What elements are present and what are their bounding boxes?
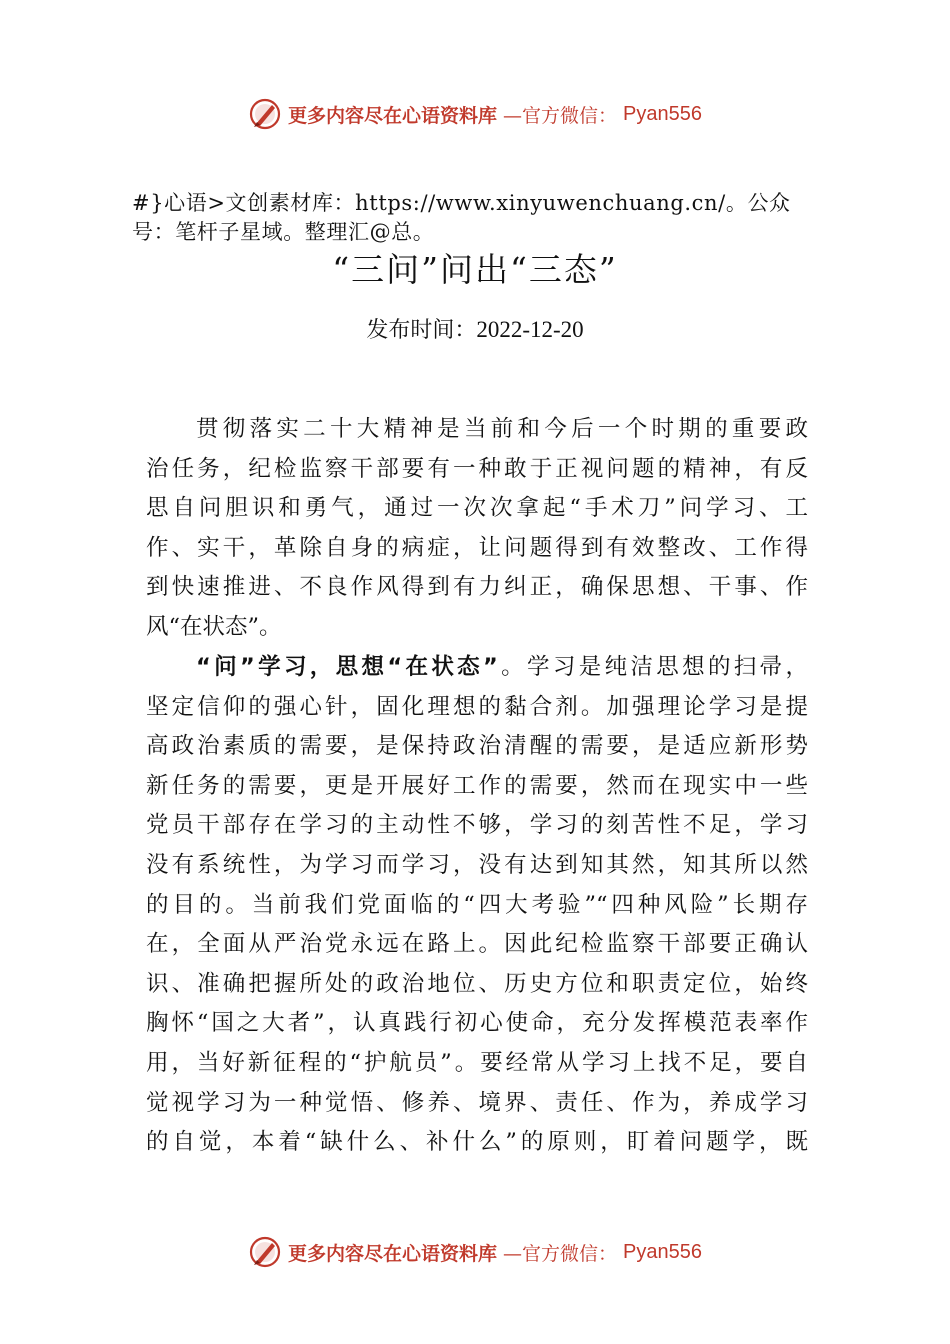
banner-wechat-id: Pyan556 [623,102,702,125]
paragraph-line: 新任务的需要，更是开展好工作的需要，然而在现实中一些 [146,772,808,799]
paragraph-line: 觉视学习为一种觉悟、修养、境界、责任、作为，养成学习 [146,1089,808,1116]
bottom-banner [0,1232,950,1272]
paragraph-line: 到快速推进、不良作风得到有力纠正，确保思想、干事、作 [146,574,808,601]
publish-date-value: 2022-12-20 [476,317,584,342]
paragraph-line: 在，全面从严治党永远在路上。因此纪检监察干部要正确认 [146,931,808,958]
pen-seal-logo-icon [248,97,282,131]
banner-wechat-label: —官方微信： [503,104,618,127]
publish-date [0,314,950,347]
paragraph-line: 坚定信仰的强心针，固化理想的黏合剂。加强理论学习是提 [146,693,808,720]
paragraph-1 [146,410,808,648]
pen-seal-logo-icon [248,1235,282,1269]
source-line-2: 号：笔杆子星域。整理汇@总。 [132,220,435,244]
section-heading: “问”学习，思想“在状态” [196,654,498,680]
paragraph-first-line [146,648,808,688]
paragraph-line: 思自问胆识和勇气，通过一次次拿起“手术刀”问学习、工 [146,495,808,522]
paragraph-line: 识、准确把握所处的政治地位、历史方位和职责定位，始终 [146,970,808,997]
paragraph-2 [146,648,808,1163]
paragraph-line: 的自觉，本着“缺什么、补什么”的原则，盯着问题学，既 [146,1129,808,1156]
paragraph-line: 没有系统性，为学习而学习，没有达到知其然，知其所以然 [146,851,808,878]
paragraph-line: 作、实干，革除自身的病症，让问题得到有效整改、工作得 [146,534,808,561]
paragraph-line: 胸怀“国之大者”，认真践行初心使命，充分发挥模范表率作 [146,1010,808,1037]
banner-wechat-id: Pyan556 [623,1240,702,1263]
banner-wechat-label: —官方微信： [503,1242,618,1265]
top-banner [0,94,950,134]
paragraph-line: 党员干部存在学习的主动性不够，学习的刻苦性不足，学习 [146,812,808,839]
banner-slogan: 更多内容尽在心语资料库 [288,1242,498,1265]
paragraph-line-rest: 。学习是纯洁思想的扫帚， [497,654,808,680]
paragraph-line: 的目的。当前我们党面临的“四大考验”“四种风险”长期存 [146,891,808,918]
banner-slogan: 更多内容尽在心语资料库 [288,104,498,127]
paragraph-line: 风“在状态”。 [146,613,282,640]
article-title: “三问”问出“三态” [332,250,618,289]
paragraph-line: 高政治素质的需要，是保持政治清醒的需要，是适应新形势 [146,733,808,760]
paragraph-line: 治任务，纪检监察干部要有一种敢于正视问题的精神，有反 [146,455,808,482]
source-line-1: #}心语>文创素材库：https://www.xinyuwenchuang.cn/。公众 [132,191,791,215]
paragraph-line: 贯彻落实二十大精神是当前和今后一个时期的重要政 [196,416,808,442]
publish-date-label: 发布时间： [366,318,477,343]
paragraph-line: 用，当好新征程的“护航员”。要经常从学习上找不足，要自 [146,1049,808,1076]
